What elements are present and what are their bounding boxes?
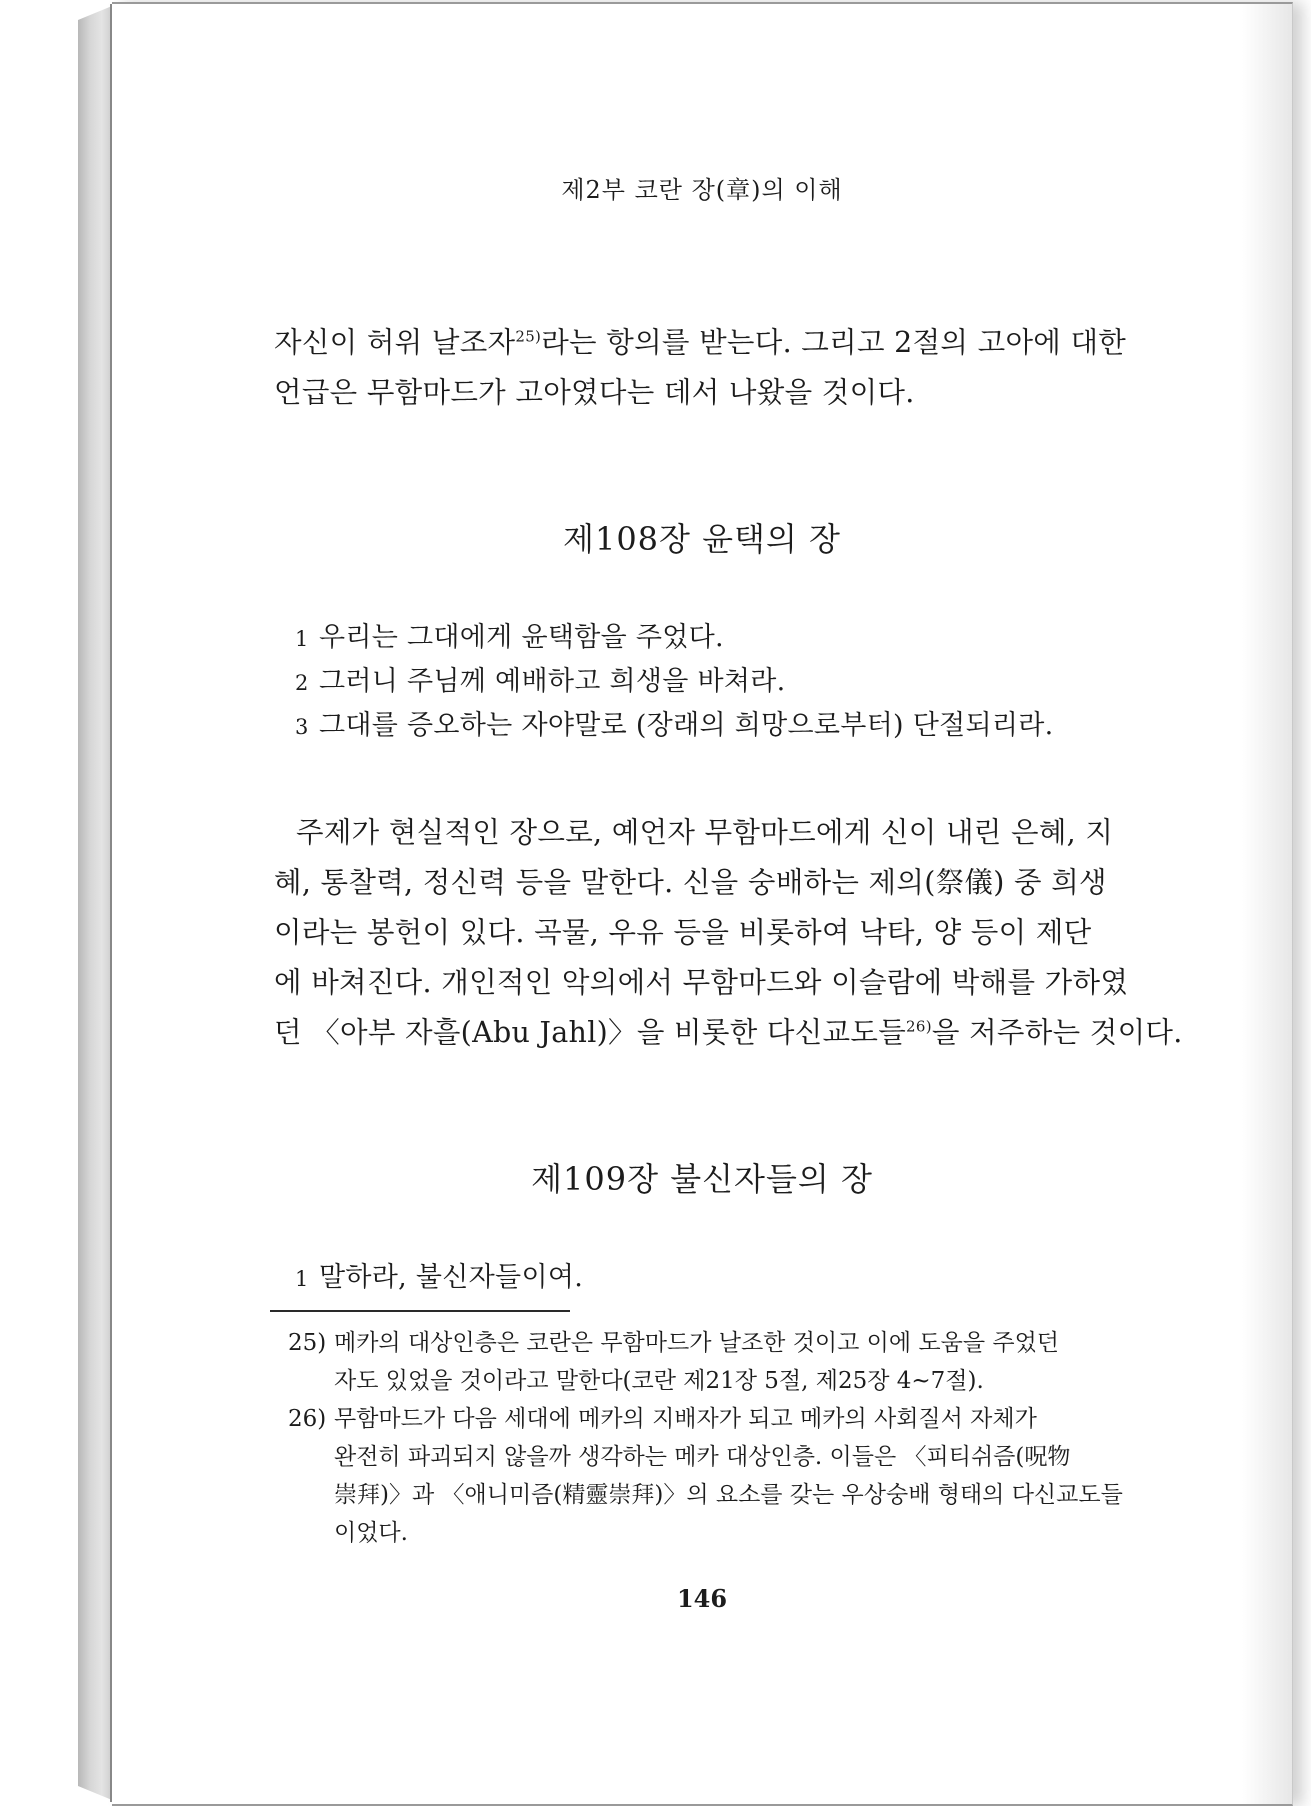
footnote-ref-26: 26) [906, 1017, 932, 1036]
chapter-108-commentary [274, 808, 1239, 1058]
commentary-line: 이라는 봉헌이 있다. 곡물, 우유 등을 비롯하여 낙타, 양 등이 제단 [274, 916, 1092, 949]
footnote-label: 26) [288, 1406, 327, 1432]
intro-line1-text: 자신이 허위 날조자 [274, 326, 516, 359]
verse-number: 1 [295, 627, 309, 651]
page-number: 146 [676, 1584, 728, 1613]
chapter-108-verse-2 [295, 660, 1235, 705]
book-spine [78, 6, 112, 1800]
commentary-line: 에 바쳐진다. 개인적인 악의에서 무함마드와 이슬람에 박해를 가하였 [274, 966, 1129, 999]
footnote-26 [288, 1400, 1238, 1552]
footnote-divider [270, 1310, 570, 1312]
footnote-text: 무함마드가 다음 세대에 메카의 지배자가 되고 메카의 사회질서 자체가 [334, 1406, 1037, 1432]
intro-paragraph [274, 318, 1239, 418]
footnote-text: 메카의 대상인층은 코란은 무함마드가 날조한 것이고 이에 도움을 주었던 [334, 1330, 1060, 1356]
footnote-label: 25) [288, 1330, 327, 1356]
footnote-text: 자도 있었을 것이라고 말한다(코란 제21장 5절, 제25장 4~7절). [334, 1368, 984, 1394]
footnote-text: 완전히 파괴되지 않을까 생각하는 메카 대상인층. 이들은 〈피티쉬즘(呪物 [334, 1444, 1071, 1470]
footnote-text: 崇拜)〉과 〈애니미즘(精靈崇拜)〉의 요소를 갖는 우상숭배 형태의 다신교도들 [334, 1482, 1123, 1508]
verse-number: 3 [295, 715, 309, 739]
commentary-line: 주제가 현실적인 장으로, 예언자 무함마드에게 신이 내린 은혜, 지 [296, 816, 1114, 849]
verse-text: 그러니 주님께 예배하고 희생을 바쳐라. [319, 666, 786, 697]
verse-text: 그대를 증오하는 자야말로 (장래의 희망으로부터) 단절되리라. [319, 710, 1054, 741]
page-edge-shade [1242, 4, 1292, 1804]
running-head: 제2부 코란 장(章)의 이해 [561, 176, 843, 204]
verse-number: 1 [295, 1267, 309, 1291]
footnote-25 [288, 1324, 1238, 1400]
footnote-text: 이었다. [334, 1520, 408, 1546]
footnote-line [288, 1324, 1238, 1362]
chapter-108-title: 제108장 윤택의 장 [563, 520, 841, 558]
chapter-109-verse-1 [295, 1256, 1235, 1301]
verse-text: 말하라, 불신자들이여. [319, 1262, 584, 1293]
footnote-line [288, 1400, 1238, 1438]
intro-line1-rest: 라는 항의를 받는다. 그리고 2절의 고아에 대한 [541, 326, 1127, 359]
commentary-line: 던 〈아부 자흘(Abu Jahl)〉을 비롯한 다신교도들 [274, 1016, 907, 1049]
book-page [112, 2, 1293, 1806]
intro-line2: 언급은 무함마드가 고아였다는 데서 나왔을 것이다. [274, 376, 915, 409]
chapter-108-verse-3 [295, 704, 1235, 749]
verse-number: 2 [295, 671, 309, 695]
verse-text: 우리는 그대에게 윤택함을 주었다. [319, 622, 724, 653]
chapter-109-title: 제109장 불신자들의 장 [531, 1160, 873, 1198]
chapter-108-verse-1 [295, 616, 1235, 661]
footnote-ref-25: 25) [515, 327, 542, 346]
commentary-line: 혜, 통찰력, 정신력 등을 말한다. 신을 숭배하는 제의(祭儀) 중 희생 [274, 866, 1107, 899]
commentary-line-end: 을 저주하는 것이다. [931, 1016, 1183, 1049]
